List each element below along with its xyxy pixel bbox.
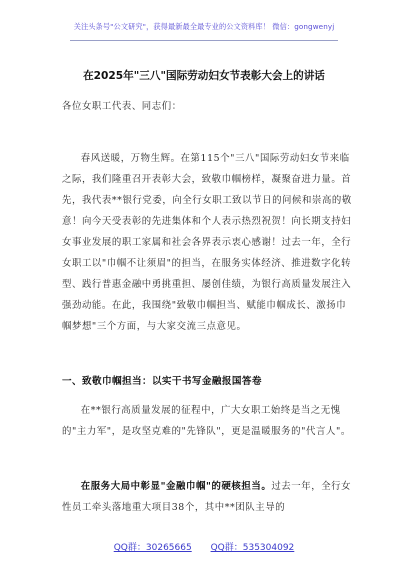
section-heading-1: 一、致敬巾帼担当：以实干书写金融报国答卷 — [62, 376, 262, 387]
paragraph-3-lead: 在服务大局中彰显"金融巾帼"的硬核担当。 — [80, 481, 272, 492]
footer — [0, 540, 408, 553]
paragraph-3 — [62, 476, 352, 518]
document-title: 在2025年"三八"国际劳动妇女节表彰大会上的讲话 — [83, 70, 325, 82]
salutation: 各位女职工代表、同志们： — [62, 101, 182, 112]
header-note: 关注头条号"公文研究"，获得最新最全最专业的公文资料库！ 微信：gongwenyj — [73, 22, 335, 31]
footer-qq-group-2[interactable]: QQ群：535304092 — [210, 543, 295, 553]
paragraph-1: 春风送暖，万物生辉。在第115个"三八"国际劳动妇女节来临之际，我们隆重召开表彰大会，致敬巾帼榜样，凝聚奋进力量。首先，我代表**银行党委，向全行女职工致以节日的问候和崇高的敬意！向今天受表彰的先进集体和个人表示热烈祝贺！向长期支持妇女事业发展的职工家属和社会各界表示衷心感谢！过去一年，全行女职工以"巾帼不让须眉"的担当，在服务实体经济、推进数字化转型、践行普惠金融中勇挑重担、屡创佳绩，为银行高质量发展注入强劲动能。在此，我围绕"致敬巾帼担当、赋能巾帼成长、激扬巾帼梦想"三个方面，与大家交流三点意见。 — [62, 153, 352, 332]
paragraph-2: 在**银行高质量发展的征程中，广大女职工始终是当之无愧的"主力军"，是攻坚克难的"先锋队"，更是温暖服务的"代言人"。 — [62, 405, 351, 437]
paragraph-3-text: 过去一年，全行女性员工牵头落地重大项目38个，其中**团队主导的 — [62, 481, 352, 513]
footer-qq-group-1[interactable]: QQ群：30265665 — [113, 543, 192, 553]
header-divider — [70, 40, 338, 41]
